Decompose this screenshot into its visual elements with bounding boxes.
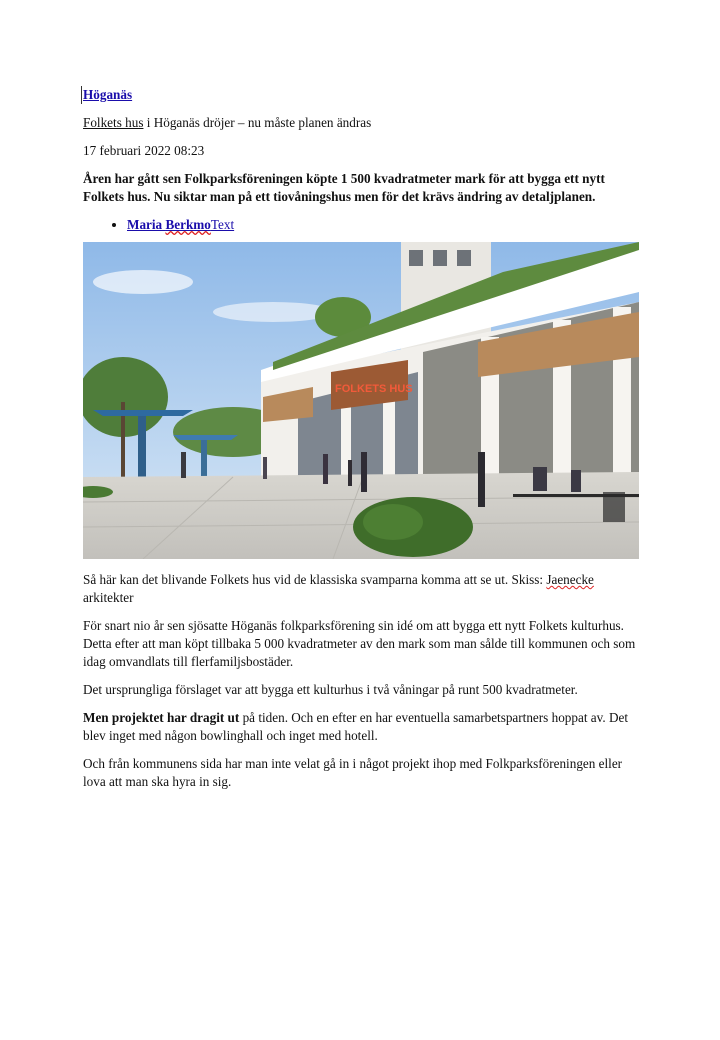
byline-item	[127, 216, 643, 234]
author-last: Berkmo	[165, 217, 211, 232]
author-text-label: Text	[210, 217, 235, 232]
body-paragraph-1: För snart nio år sen sjösatte Höganäs folkparksförening sin idé om att bygga ett nytt Folkets kulturhus. Detta efter att man köpt tillbaka 5 000 kvadratmeter av den mark som man sålde till kommunen och som idag omvandlats till flerfamiljsbostäder.	[83, 618, 636, 669]
image-caption	[83, 571, 643, 607]
section-link[interactable]: Höganäs	[83, 87, 133, 102]
headline-link[interactable]: Folkets hus	[83, 115, 144, 130]
caption-credit-rest: arkitekter	[83, 590, 134, 605]
paragraph-3-bold: Men projektet har dragit ut	[83, 710, 240, 725]
publish-date: 17 februari 2022 08:23	[83, 143, 205, 158]
body-paragraph-2: Det ursprungliga förslaget var att bygga ett kulturhus i två våningar på runt 500 kvadratmeter.	[83, 682, 578, 697]
body-paragraph-4: Och från kommunens sida har man inte velat gå in i något projekt ihop med Folkparksföreningen eller lova att man ska hyra in sig.	[83, 756, 623, 789]
author-first: Maria	[127, 217, 166, 232]
caption-credit-name: Jaenecke	[546, 572, 594, 587]
headline-text: i Höganäs dröjer – nu måste planen ändras	[143, 115, 372, 130]
byline-list	[83, 216, 643, 234]
caption-text: Så här kan det blivande Folkets hus vid de klassiska svamparna komma att se ut. Skiss:	[83, 572, 547, 587]
headline	[83, 114, 643, 132]
author-link[interactable]	[127, 217, 211, 232]
paragraph-3-rest: på tiden. Och en efter en har eventuella samarbetspartners hoppat av. Det blev inget med någon bowlinghall och inget med hotell.	[83, 710, 629, 743]
article-photo	[83, 242, 639, 559]
body-paragraph-3	[83, 709, 643, 745]
facade-sign: FOLKETS HUS	[335, 383, 413, 395]
lead-paragraph: Åren har gått sen Folkparksföreningen köpte 1 500 kvadratmeter mark för att bygga ett nytt Folkets hus. Nu siktar man på ett tiovåningshus men för det krävs ändring av detaljplanen.	[83, 171, 605, 204]
article	[83, 86, 643, 801]
